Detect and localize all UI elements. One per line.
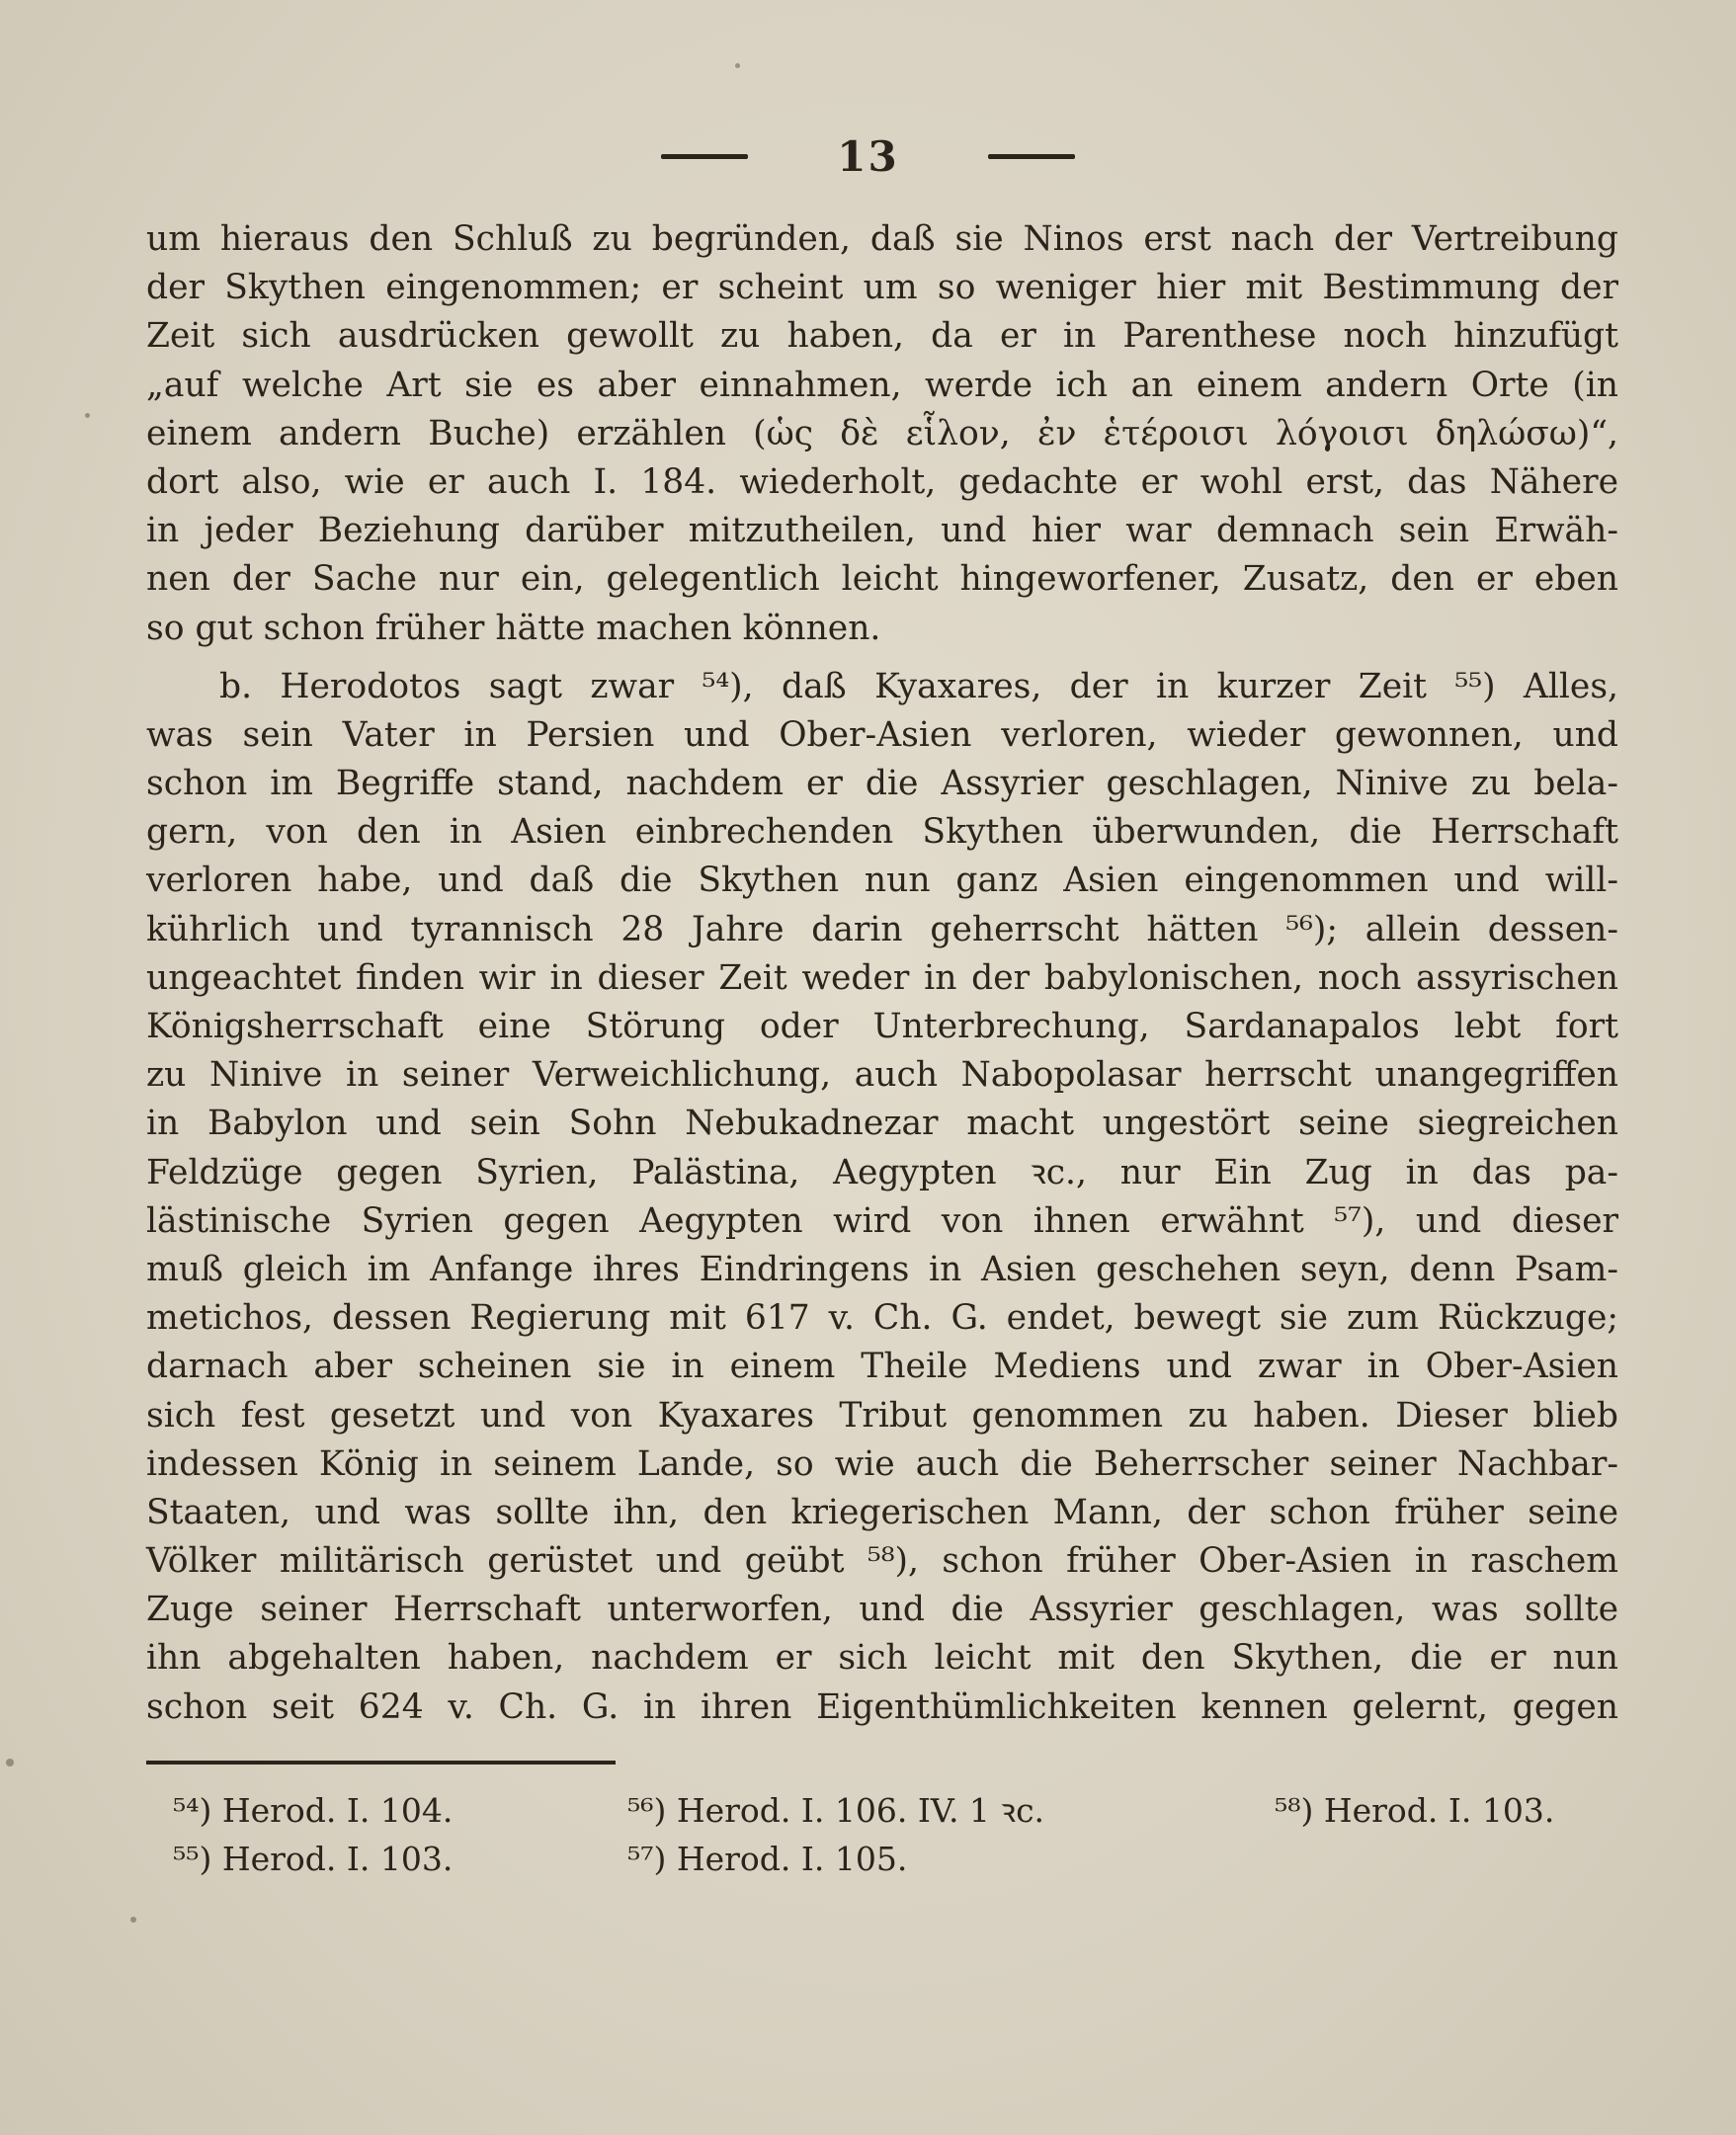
text-line: lästinische Syrien gegen Aegypten wird von ihnen erwähnt ⁵⁷), und dieser — [146, 1200, 1618, 1241]
paper-speck — [130, 1917, 136, 1923]
page-number: 13 — [837, 131, 899, 181]
text-line: „auf welche Art sie es aber einnahmen, werde ich an einem andern Orte (in — [146, 365, 1618, 405]
paper-speck — [6, 1759, 14, 1766]
text-line: kührlich und tyrannisch 28 Jahre darin geherrscht hätten ⁵⁶); allein dessen- — [146, 909, 1618, 949]
text-line: in Babylon und sein Sohn Nebukadnezar macht ungestört seine siegreichen — [146, 1104, 1618, 1144]
footnote-58: ⁵⁸) Herod. I. 103. — [1275, 1791, 1555, 1830]
footnote-55: ⁵⁵) Herod. I. 103. — [173, 1840, 454, 1878]
footnote-56: ⁵⁶) Herod. I. 106. IV. 1 ꝛc. — [627, 1791, 1045, 1830]
text-line: einem andern Buche) erzählen (ὡς δὲ εἷλον, ἐν ἑτέροισι λόγοισι δηλώσω)“, — [146, 413, 1618, 453]
text-line: zu Ninive in seiner Verweichlichung, auch Nabopolasar herrscht unangegriffen — [146, 1055, 1618, 1096]
header-dash-left — [661, 154, 748, 159]
text-line: muß gleich im Anfange ihres Eindringens in Asien geschehen seyn, denn Psam- — [146, 1249, 1618, 1289]
text-line: verloren habe, und daß die Skythen nun ganz Asien eingenommen und will- — [146, 861, 1618, 901]
text-line: sich fest gesetzt und von Kyaxares Tribut genommen zu haben. Dieser blieb — [146, 1395, 1618, 1436]
text-line: Zuge seiner Herrschaft unterworfen, und die Assyrier geschlagen, was sollte — [146, 1590, 1618, 1630]
text-line: Staaten, und was sollte ihn, den kriegerischen Mann, der schon früher seine — [146, 1492, 1618, 1532]
footnote-row — [173, 1835, 1596, 1883]
footnote-54: ⁵⁴) Herod. I. 104. — [173, 1791, 454, 1830]
footnote-row — [173, 1786, 1596, 1835]
footnote-divider — [146, 1761, 616, 1765]
paper-speck — [735, 63, 740, 68]
text-line: darnach aber scheinen sie in einem Theile Mediens und zwar in Ober-Asien — [146, 1347, 1618, 1387]
text-line: der Skythen eingenommen; er scheint um so weniger hier mit Bestimmung der — [146, 268, 1618, 308]
text-line-paragraph-end: so gut schon früher hätte machen können. — [146, 608, 881, 648]
text-line: in jeder Beziehung darüber mitzutheilen, und hier war demnach sein Erwäh- — [146, 511, 1618, 551]
text-line-paragraph-start: b. Herodotos sagt zwar ⁵⁴), daß Kyaxares, der in kurzer Zeit ⁵⁵) Alles, — [219, 666, 1618, 706]
footnote-57: ⁵⁷) Herod. I. 105. — [627, 1840, 908, 1878]
footnotes — [173, 1786, 1596, 1883]
text-line: Zeit sich ausdrücken gewollt zu haben, da er in Parenthese noch hinzufügt — [146, 316, 1618, 357]
paper-speck — [85, 413, 90, 418]
text-line: indessen König in seinem Lande, so wie auch die Beherrscher seiner Nachbar- — [146, 1443, 1618, 1484]
paragraph-gap — [146, 653, 1618, 663]
text-line: was sein Vater in Persien und Ober-Asien verloren, wieder gewonnen, und — [146, 714, 1618, 755]
text-line: schon seit 624 v. Ch. G. in ihren Eigenthümlichkeiten kennen gelernt, gegen — [146, 1686, 1618, 1727]
text-line: Völker militärisch gerüstet und geübt ⁵⁸), schon früher Ober-Asien in raschem — [146, 1541, 1618, 1582]
text-line: Feldzüge gegen Syrien, Palästina, Aegypten ꝛc., nur Ein Zug in das pa- — [146, 1152, 1618, 1192]
page-header — [0, 126, 1736, 186]
text-line: schon im Begriffe stand, nachdem er die Assyrier geschlagen, Ninive zu bela- — [146, 764, 1618, 804]
text-line: metichos, dessen Regierung mit 617 v. Ch. G. endet, bewegt sie zum Rückzuge; — [146, 1298, 1618, 1339]
text-line: ihn abgehalten haben, nachdem er sich leicht mit den Skythen, die er nun — [146, 1638, 1618, 1679]
text-line: nen der Sache nur ein, gelegentlich leicht hingeworfener, Zusatz, den er eben — [146, 559, 1618, 600]
text-line: Königsherrschaft eine Störung oder Unterbrechung, Sardanapalos lebt fort — [146, 1007, 1618, 1046]
header-dash-right — [988, 154, 1075, 159]
text-line: dort also, wie er auch I. 184. wiederholt, gedachte er wohl erst, das Nähere — [146, 461, 1618, 502]
text-line: um hieraus den Schluß zu begründen, daß sie Ninos erst nach der Vertreibung — [146, 219, 1618, 259]
main-text — [146, 215, 1618, 1732]
text-line: ungeachtet finden wir in dieser Zeit weder in der babylonischen, noch assyrischen — [146, 957, 1618, 998]
text-line: gern, von den in Asien einbrechenden Skythen überwunden, die Herrschaft — [146, 812, 1618, 853]
